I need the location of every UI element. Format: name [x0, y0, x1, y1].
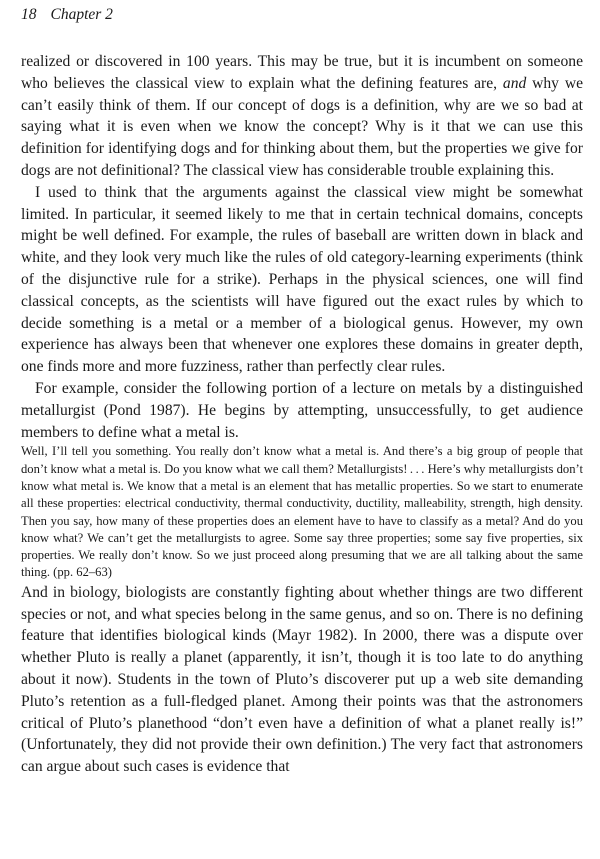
- block-quote: Well, I’ll tell you something. You really don’t know what a metal is. And there’s a big group of people that don’t know what a metal is. Do you know what we call them? Metallurgists! . . . Here’s why metallurgists don’t know what metal is. We know that a metal is an element that has metallic properties. So we start to enumerate all these properties: electrical conductivity, thermal conductivity, ductility, malleability, strength, high density. Then you say, how many of these properties does an element have to have to classify as a metal? And do you know what? We can’t get the metallurgists to agree. Some say three properties; some say five properties, six properties. We really don’t know. So we just proceed along presuming that we are all talking about the same thing. (pp. 62–63): [21, 444, 583, 580]
- paragraph-1-part-b: why we can’t easily think of them. If our concept of dogs is a definition, why are we so bad at saying what it is even when we know the concept? Why is it that we can use this definition for identifying dogs and for thinking about them, but the properties we give for dogs are not definitional? The classical view has considerable trouble explaining this.: [21, 74, 584, 179]
- paragraph-1-emphasis: and: [502, 74, 527, 92]
- paragraph-1-part-a: realized or discovered in 100 years. This may be true, but it is incumbent on someone who believes the classical view to explain what the defining features are,: [21, 53, 583, 92]
- paragraph-2: I used to think that the arguments against the classical view might be somewhat limited. In particular, it seemed likely to me that in certain technical domains, concepts might be well defined. For example, the rules of baseball are written down in black and white, and they look very much like the rules of old category-learning experiments (think of the disjunctive rule for a strike). Perhaps in the physical sciences, one will find classical concepts, as the scientists will have figured out the exact rules by which to decide something is a metal or a member of a biological genus. However, my own experience has always been that whenever one explores these domains in greater depth, one finds more and more fuzziness, rather than perfectly clear rules.: [21, 183, 583, 376]
- paragraph-3: For example, consider the following portion of a lecture on metals by a distinguished metallurgist (Pond 1987). He begins by attempting, unsuccessfully, to get audience members to define what a metal is.: [21, 379, 583, 441]
- paragraph-4: And in biology, biologists are constantly fighting about whether things are two different species or not, and what species belong in the same genus, and so on. There is no defining feature that identifies biological kinds (Mayr 1982). In 2000, there was a dispute over whether Pluto is really a planet (apparently, it isn’t, though it is too late to do anything about it now). Students in the town of Pluto’s discoverer put up a web site demanding Pluto’s retention as a full-fledged planet. Among their points was that the astronomers critical of Pluto’s planethood “don’t even have a definition of what a planet really is!” (Unfortunately, they did not provide their own definition.) The very fact that astronomers can argue about such cases is evidence that: [21, 583, 583, 776]
- chapter-title: Chapter 2: [50, 6, 113, 23]
- body-text: [21, 51, 583, 778]
- page-number: 18: [21, 6, 37, 23]
- running-head: [21, 5, 113, 25]
- paragraph-1: [21, 51, 583, 182]
